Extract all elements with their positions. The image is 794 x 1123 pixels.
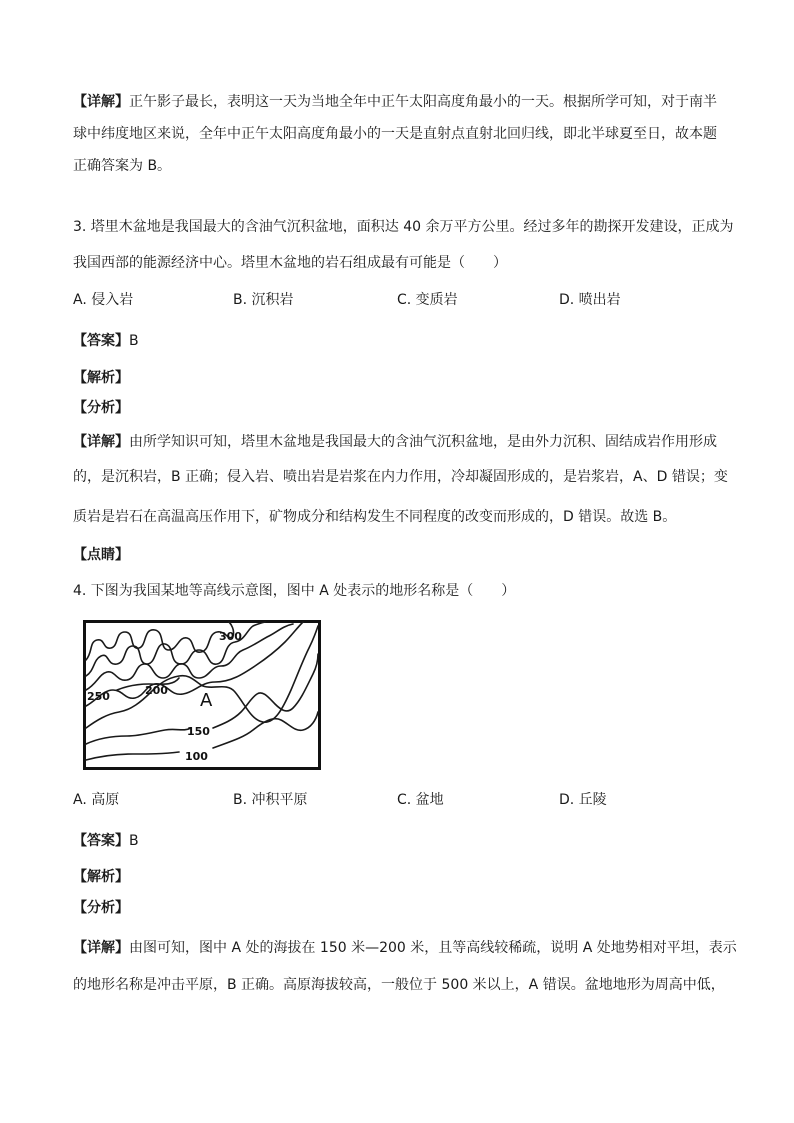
q2-detail-tag: 【详解】 <box>73 94 129 110</box>
q3-analysis-tag: 【解析】 <box>73 370 129 386</box>
contour-label-100: 100 <box>185 750 208 763</box>
q3-stem-line-1: 3. 塔里木盆地是我国最大的含油气沉积盆地，面积达 40 余万平方公里。经过多年的勘探开发建设，正成为 <box>73 219 734 235</box>
q4-detail-line-1: 【详解】由图可知，图中 A 处的海拔在 150 米—200 米，且等高线较稀疏，说明 A 处地势相对平坦，表示 <box>73 940 737 956</box>
q3-option-b: B. 沉积岩 <box>233 292 294 308</box>
q4-analysis-tag: 【解析】 <box>73 869 129 885</box>
q3-option-a: A. 侵入岩 <box>73 292 134 308</box>
contour-label-200: 200 <box>145 684 168 697</box>
q3-answer: 【答案】B <box>73 333 139 349</box>
q4-answer: 【答案】B <box>73 833 139 849</box>
point-a-label: A <box>200 690 213 711</box>
q4-option-b: B. 冲积平原 <box>233 792 308 808</box>
contour-label-300: 300 <box>219 630 242 643</box>
q4-detail-line-2: 的地形名称是冲击平原，B 正确。高原海拔较高，一般位于 500 米以上，A 错误。盆地地形为周高中低， <box>73 977 725 993</box>
q3-option-c: C. 变质岩 <box>397 292 458 308</box>
contour-map <box>83 620 321 770</box>
contour-map-svg <box>83 620 321 770</box>
q3-dianjing-tag: 【点睛】 <box>73 547 129 563</box>
q2-detail-line-2: 球中纬度地区来说，全年中正午太阳高度角最小的一天是直射点直射北回归线，即北半球夏至日，故本题 <box>73 126 717 142</box>
q3-detail-line-1: 【详解】由所学知识可知，塔里木盆地是我国最大的含油气沉积盆地，是由外力沉积、固结成岩作用形成 <box>73 434 717 450</box>
q4-option-a: A. 高原 <box>73 792 120 808</box>
q4-stem: 4. 下图为我国某地等高线示意图，图中 A 处表示的地形名称是（ ） <box>73 583 516 599</box>
q3-fenxi-tag: 【分析】 <box>73 400 129 416</box>
q2-detail-line-3: 正确答案为 B。 <box>73 158 172 174</box>
contour-label-150: 150 <box>187 725 210 738</box>
q3-stem-line-2: 我国西部的能源经济中心。塔里木盆地的岩石组成最有可能是（ ） <box>73 255 507 271</box>
q3-detail-line-3: 质岩是岩石在高温高压作用下，矿物成分和结构发生不同程度的改变而形成的，D 错误。故选 B。 <box>73 509 677 525</box>
q3-detail-line-2: 的，是沉积岩，B 正确；侵入岩、喷出岩是岩浆在内力作用，冷却凝固形成的，是岩浆岩，A、D 错误；变 <box>73 469 728 485</box>
q3-option-d: D. 喷出岩 <box>559 292 621 308</box>
q4-option-d: D. 丘陵 <box>559 792 607 808</box>
q2-detail-line-1: 【详解】正午影子最长，表明这一天为当地全年中正午太阳高度角最小的一天。根据所学可知，对于南半 <box>73 94 717 110</box>
q4-option-c: C. 盆地 <box>397 792 444 808</box>
contour-label-250: 250 <box>87 690 110 703</box>
q4-fenxi-tag: 【分析】 <box>73 900 129 916</box>
